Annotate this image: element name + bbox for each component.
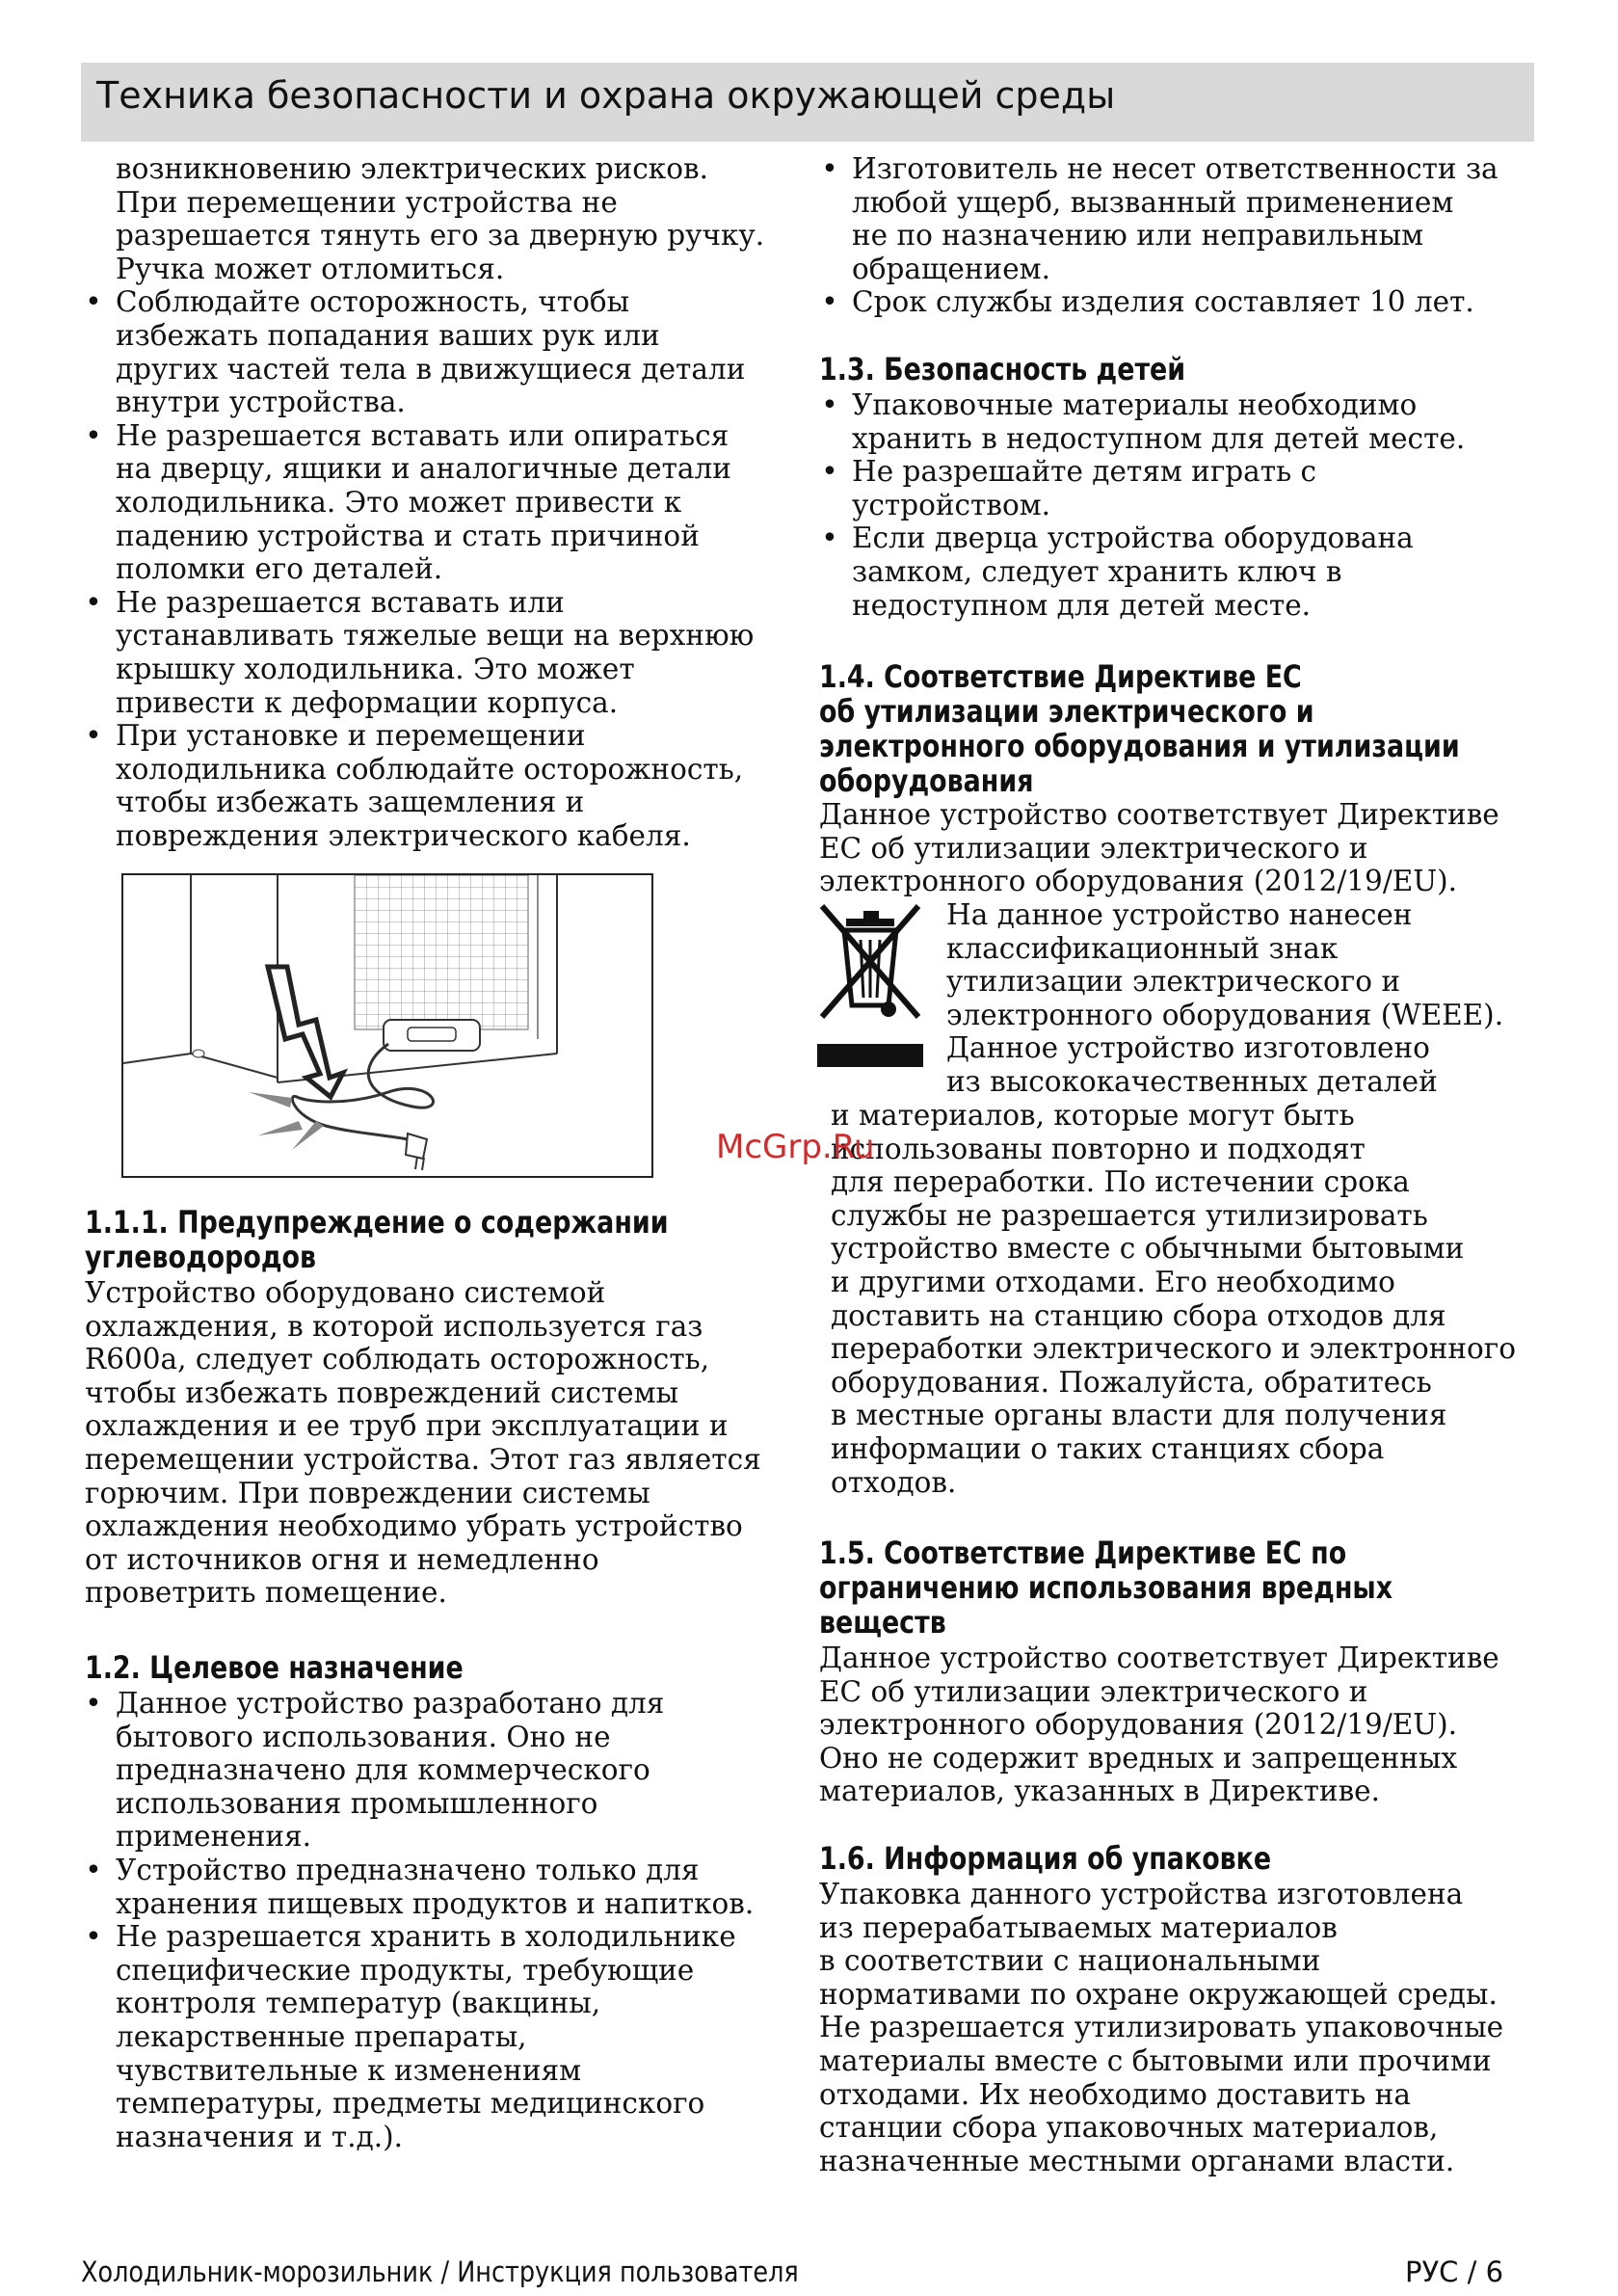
text-line: бытового использования. Оно не xyxy=(116,1720,611,1753)
text-line: использования промышленного xyxy=(116,1786,598,1820)
text-line: электронного оборудования (WEEE). xyxy=(946,998,1504,1031)
text-line: ЕС об утилизации электрического и xyxy=(819,1674,1368,1708)
bullet-marker: • xyxy=(85,719,102,753)
text-line: станции сбора упаковочных материалов, xyxy=(819,2111,1439,2145)
text-line: предназначено для коммерческого xyxy=(116,1753,650,1787)
text-line: ЕС об утилизации электрического и xyxy=(819,831,1368,865)
text-line: Устройство предназначено только для xyxy=(116,1854,700,1886)
list-item xyxy=(821,521,1414,622)
text-line: службы не разрешается утилизировать xyxy=(831,1198,1428,1232)
text-line: контроля температур (вакцины, xyxy=(116,1987,601,2020)
bullet-marker: • xyxy=(85,585,102,619)
text-line: температуры, предметы медицинского xyxy=(116,2087,705,2121)
text-line: доставить на станцию сбора отходов для xyxy=(831,1298,1446,1332)
heading-line: 1.1.1. Предупреждение о содержании xyxy=(85,1204,669,1241)
text-line: проветрить помещение. xyxy=(85,1576,447,1610)
bullet-marker: • xyxy=(85,1687,102,1720)
heading-line: 1.4. Соответствие Директиве ЕС xyxy=(819,658,1302,695)
section-body-1-6 xyxy=(819,1878,1503,2177)
text-line: повреждения электрического кабеля. xyxy=(116,818,691,852)
text-line: назначения и т.д.). xyxy=(116,2120,404,2153)
text-line: Данное устройство соответствует Директиве xyxy=(819,798,1499,831)
text-line: Не разрешается вставать или опираться xyxy=(116,418,729,452)
text-line: применения. xyxy=(116,1820,312,1854)
text-line: хранить в недоступном для детей месте. xyxy=(852,421,1466,455)
list-item xyxy=(85,585,755,719)
bullet-marker: • xyxy=(821,388,838,421)
text-line: лекарственные препараты, xyxy=(116,2019,527,2053)
list-item xyxy=(821,388,1466,455)
text-line: материалов, указанных в Директиве. xyxy=(819,1775,1381,1808)
text-line: и другими отходами. Его необходимо xyxy=(831,1265,1395,1298)
text-line: переработки электрического и электронного xyxy=(831,1332,1517,1366)
text-line: При перемещении устройства не xyxy=(116,185,618,219)
text-line: других частей тела в движущиеся детали xyxy=(116,352,746,386)
text-line: охлаждения, в которой используется газ xyxy=(85,1309,703,1343)
text-line: привести к деформации корпуса. xyxy=(116,685,619,719)
section-heading-1-2 xyxy=(85,1650,464,1685)
heading-line: 1.3. Безопасность детей xyxy=(819,351,1186,387)
text-line: отходов. xyxy=(831,1465,957,1499)
text-line: Данное устройство соответствует Директиве xyxy=(819,1642,1499,1674)
heading-line: ограничению использования вредных xyxy=(819,1569,1393,1606)
list-item xyxy=(85,1920,736,2153)
page-title: Техника безопасности и охрана окружающей среды xyxy=(96,74,1116,117)
text-line: возникновению электрических рисков. xyxy=(116,152,708,185)
text-line: Не разрешайте детям играть с xyxy=(852,455,1317,489)
text-line: недоступном для детей месте. xyxy=(852,588,1312,622)
text-line: нормативами по охране окружающей среды. xyxy=(819,1977,1498,2011)
text-line: охлаждения необходимо убрать устройство xyxy=(85,1509,743,1543)
text-line: Изготовитель не несет ответственности за xyxy=(852,152,1499,185)
text-line: назначенные местными органами власти. xyxy=(819,2144,1455,2177)
text-line: утилизации электрического и xyxy=(946,965,1401,999)
heading-line: 1.5. Соответствие Директиве ЕС по xyxy=(819,1535,1347,1571)
text-line: Не разрешается утилизировать упаковочные xyxy=(819,2011,1504,2044)
weee-icon xyxy=(817,901,923,1070)
text-line: Если дверца устройства оборудована xyxy=(852,521,1414,555)
text-line: внутри устройства. xyxy=(116,386,406,419)
bullet-marker: • xyxy=(821,455,838,489)
text-line: в соответствии с национальными xyxy=(819,1944,1321,1978)
text-line: любой ущерб, вызванный применением xyxy=(852,185,1454,219)
text-line: чтобы избежать защемления и xyxy=(116,786,585,819)
text-line: классификационный знак xyxy=(946,931,1339,965)
heading-line: 1.6. Информация об упаковке xyxy=(819,1840,1272,1877)
text-line: отходами. Их необходимо доставить на xyxy=(819,2077,1411,2111)
text-line: перемещении устройства. Этот газ является xyxy=(85,1442,761,1476)
text-line: устанавливать тяжелые вещи на верхнюю xyxy=(116,619,755,653)
list-item xyxy=(85,1854,755,1920)
section-heading-1-5 xyxy=(819,1535,1393,1640)
text-line: крышку холодильника. Это может xyxy=(116,652,635,685)
text-line: чтобы избежать повреждений системы xyxy=(85,1375,679,1409)
section-heading-1-3 xyxy=(819,352,1185,387)
text-line: R600a, следует соблюдать осторожность, xyxy=(85,1343,710,1376)
section-body-1-4 xyxy=(819,798,1499,898)
section-body-1-5 xyxy=(819,1642,1499,1808)
text-line: Не разрешается хранить в холодильнике xyxy=(116,1920,736,1954)
text-line: из перерабатываемых материалов xyxy=(819,1910,1338,1944)
text-line: не по назначению или неправильным xyxy=(852,219,1424,253)
list-item xyxy=(85,418,731,586)
section-body-1-4-rest xyxy=(831,1099,1516,1499)
text-line: от источников огня и немедленно xyxy=(85,1542,599,1576)
text-line: электронного оборудования (2012/19/EU). xyxy=(819,865,1458,898)
text-line: падению устройства и стать причиной xyxy=(116,519,700,552)
text-line: информации о таких станциях сбора xyxy=(831,1431,1385,1465)
text-line: избежать попадания ваших рук или xyxy=(116,318,660,352)
text-line: охлаждения и ее труб при эксплуатации и xyxy=(85,1409,729,1443)
text-line: На данное устройство нанесен xyxy=(946,898,1413,931)
text-line: холодильника. Это может привести к xyxy=(116,485,682,519)
refrigerator-cable-illustration xyxy=(123,875,653,1178)
refrigerator-cable-figure xyxy=(121,873,653,1178)
text-line: горючим. При повреждении системы xyxy=(85,1476,650,1509)
heading-line: об утилизации электрического и xyxy=(819,693,1314,730)
text-line: Ручка может отломиться. xyxy=(116,252,505,285)
continued-paragraph xyxy=(116,152,764,285)
section-heading-1-1-1 xyxy=(85,1205,669,1274)
text-line: Данное устройство разработано для xyxy=(116,1687,665,1720)
bullet-marker: • xyxy=(85,418,102,452)
text-line: в местные органы власти для получения xyxy=(831,1399,1447,1432)
list-item xyxy=(85,285,746,419)
section-heading-1-4 xyxy=(819,659,1460,798)
heading-line: оборудования xyxy=(819,762,1034,799)
footer-title: Холодильник-морозильник / Инструкция пользователя xyxy=(81,2256,799,2288)
text-line: материалы вместе с бытовыми или прочими xyxy=(819,2043,1492,2077)
text-line: на дверцу, ящики и аналогичные детали xyxy=(116,452,731,486)
text-line: Упаковка данного устройства изготовлена xyxy=(819,1878,1464,1910)
text-line: Устройство оборудовано системой xyxy=(85,1276,606,1309)
text-line: Данное устройство изготовлено xyxy=(946,1031,1430,1065)
list-item xyxy=(85,719,744,852)
text-line: Упаковочные материалы необходимо xyxy=(852,388,1418,421)
weee-side-text xyxy=(946,898,1503,1099)
bullet-marker: • xyxy=(821,152,838,185)
text-line: электронного оборудования (2012/19/EU). xyxy=(819,1708,1458,1742)
text-line: холодильника соблюдайте осторожность, xyxy=(116,752,744,786)
text-line: чувствительные к изменениям xyxy=(116,2053,582,2087)
text-line: разрешается тянуть его за дверную ручку. xyxy=(116,219,765,253)
text-line: для переработки. По истечении срока xyxy=(831,1165,1410,1199)
list-item xyxy=(85,1687,665,1854)
list-item xyxy=(821,152,1499,285)
text-line: хранения пищевых продуктов и напитков. xyxy=(116,1886,755,1920)
heading-line: 1.2. Целевое назначение xyxy=(85,1649,464,1686)
bullet-marker: • xyxy=(85,285,102,319)
section-body-1-1-1 xyxy=(85,1276,761,1610)
section-heading-1-6 xyxy=(819,1841,1271,1876)
bullet-marker: • xyxy=(85,1854,102,1886)
text-line: специфические продукты, требующие xyxy=(116,1953,695,1987)
text-line: поломки его деталей. xyxy=(116,552,443,586)
watermark: McGrp.Ru xyxy=(716,1128,875,1166)
heading-line: веществ xyxy=(819,1604,946,1641)
text-line: Оно не содержит вредных и запрещенных xyxy=(819,1741,1458,1775)
bullet-marker: • xyxy=(821,285,838,319)
text-line: замком, следует хранить ключ в xyxy=(852,554,1342,588)
bullet-marker: • xyxy=(821,521,838,555)
text-line: Срок службы изделия составляет 10 лет. xyxy=(852,285,1474,319)
text-line: Соблюдайте осторожность, чтобы xyxy=(116,285,630,319)
text-line: устройство вместе с обычными бытовыми xyxy=(831,1232,1465,1266)
heading-line: электронного оборудования и утилизации xyxy=(819,728,1460,764)
text-line: из высококачественных деталей xyxy=(946,1064,1438,1098)
text-line: Не разрешается вставать или xyxy=(116,585,565,619)
text-line: использованы повторно и подходят xyxy=(831,1132,1366,1165)
list-item xyxy=(821,455,1317,521)
text-line: и материалов, которые могут быть xyxy=(831,1099,1355,1132)
heading-line: углеводородов xyxy=(85,1239,317,1275)
text-line: обращением. xyxy=(852,252,1050,285)
header-bar xyxy=(81,63,1534,142)
bullet-marker: • xyxy=(85,1920,102,1954)
text-line: оборудования. Пожалуйста, обратитесь xyxy=(831,1365,1432,1399)
list-item xyxy=(821,285,1474,319)
page-number: РУС / 6 xyxy=(1405,2256,1504,2288)
text-line: При установке и перемещении xyxy=(116,719,586,753)
text-line: устройством. xyxy=(852,488,1051,521)
